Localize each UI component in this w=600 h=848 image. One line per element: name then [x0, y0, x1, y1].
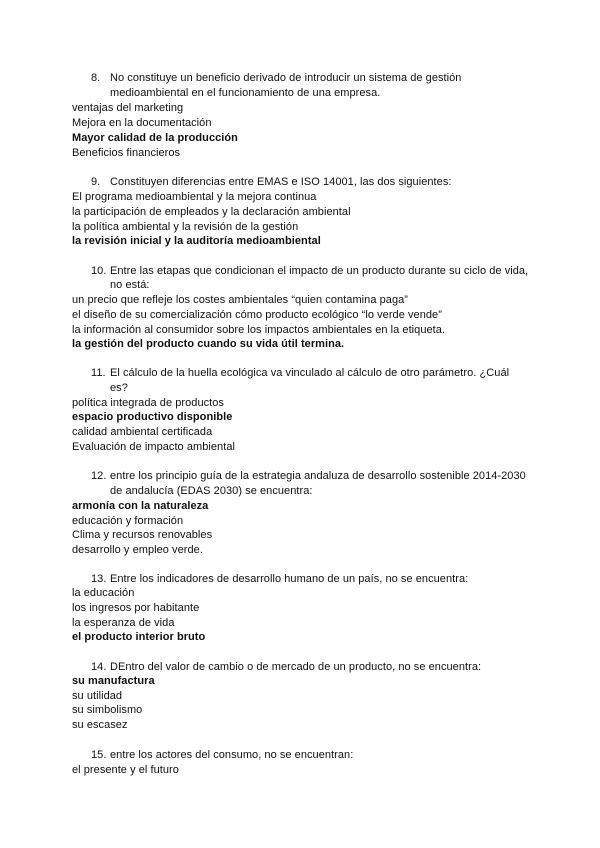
- question-9-option-1: El programa medioambiental y la mejora continua: [72, 191, 317, 203]
- question-10-option-4-answer: la gestión del producto cuando su vida útil termina.: [72, 338, 345, 350]
- question-10-text: [91, 264, 528, 278]
- question-13-option-1: la educación: [72, 587, 135, 599]
- question-8-text: [91, 71, 461, 85]
- question-13-number: 13.: [91, 573, 107, 585]
- question-9-line-1: Constituyen diferencias entre EMAS e ISO 14001, las dos siguientes:: [110, 176, 452, 188]
- question-9-option-4-answer: la revisión inicial y la auditoría medioambiental: [72, 235, 321, 247]
- question-10-line-1: Entre las etapas que condicionan el impacto de un producto durante su ciclo de vida,: [110, 265, 529, 277]
- question-12-text: [91, 469, 526, 483]
- question-13-text: [91, 572, 468, 586]
- question-14-number: 14.: [91, 661, 107, 673]
- question-10-number: 10.: [91, 265, 107, 277]
- question-9-text: [91, 175, 451, 189]
- question-9-number: 9.: [91, 176, 101, 188]
- question-9-option-2: la participación de empleados y la declaración ambiental: [72, 206, 351, 218]
- question-12-option-1-answer: armonía con la naturaleza: [72, 500, 209, 512]
- question-8-option-3-answer: Mayor calidad de la producción: [72, 132, 238, 144]
- question-12-line-1: entre los principio guía de la estrategia andaluza de desarrollo sostenible 2014-2030: [110, 470, 526, 482]
- question-11-text: [91, 366, 509, 380]
- question-8-option-2: Mejora en la documentación: [72, 117, 212, 129]
- question-15-number: 15.: [91, 749, 107, 761]
- question-8-number: 8.: [91, 72, 101, 84]
- question-12-option-3: Clima y recursos renovables: [72, 529, 213, 541]
- question-8-option-1: ventajas del marketing: [72, 102, 184, 114]
- question-14-line-1: DEntro del valor de cambio o de mercado de un producto, no se encuentra:: [110, 661, 482, 673]
- question-11-line-2: es?: [110, 382, 128, 394]
- question-10-line-2: no está:: [110, 279, 150, 291]
- question-10-option-1: un precio que refleje los costes ambientales “quien contamina paga”: [72, 294, 408, 306]
- question-8-line-2: medioambiental en el funcionamiento de una empresa.: [110, 87, 381, 99]
- question-12-option-4: desarrollo y empleo verde.: [72, 544, 203, 556]
- question-9-option-3: la política ambiental y la revisión de la gestión: [72, 221, 299, 233]
- question-11-line-1: El cálculo de la huella ecológica va vinculado al cálculo de otro parámetro. ¿Cuál: [110, 367, 510, 379]
- question-15-text: [91, 748, 353, 762]
- question-12-number: 12.: [91, 470, 107, 482]
- question-8-line-1: No constituye un beneficio derivado de introducir un sistema de gestión: [110, 72, 462, 84]
- question-11-number: 11.: [91, 367, 106, 379]
- question-11-option-2-answer: espacio productivo disponible: [72, 411, 233, 423]
- question-12-line-2: de andalucía (EDAS 2030) se encuentra:: [110, 485, 313, 497]
- question-11-option-3: calidad ambiental certificada: [72, 426, 213, 438]
- question-15-line-1: entre los actores del consumo, no se encuentran:: [110, 749, 354, 761]
- question-10-option-3: la información al consumidor sobre los impactos ambientales en la etiqueta.: [72, 324, 446, 336]
- question-14-text: [91, 660, 481, 674]
- question-13-option-3: la esperanza de vida: [72, 617, 175, 629]
- question-13-option-2: los ingresos por habitante: [72, 602, 200, 614]
- question-8-option-4: Beneficios financieros: [72, 147, 181, 159]
- question-15-option-1: el presente y el futuro: [72, 764, 179, 776]
- question-11-option-1: política integrada de productos: [72, 397, 224, 409]
- question-12-option-2: educación y formación: [72, 515, 184, 527]
- question-10-option-2: el diseño de su comercialización cómo producto ecológico “lo verde vende”: [72, 309, 442, 321]
- question-14-option-3: su simbolismo: [72, 704, 143, 716]
- question-13-option-4-answer: el producto interior bruto: [72, 631, 206, 643]
- question-14-option-4: su escasez: [72, 719, 128, 731]
- question-14-option-2: su utilidad: [72, 690, 123, 702]
- question-14-option-1-answer: su manufactura: [72, 675, 155, 687]
- question-13-line-1: Entre los indicadores de desarrollo humano de un país, no se encuentra:: [110, 573, 469, 585]
- question-11-option-4: Evaluación de impacto ambiental: [72, 441, 235, 453]
